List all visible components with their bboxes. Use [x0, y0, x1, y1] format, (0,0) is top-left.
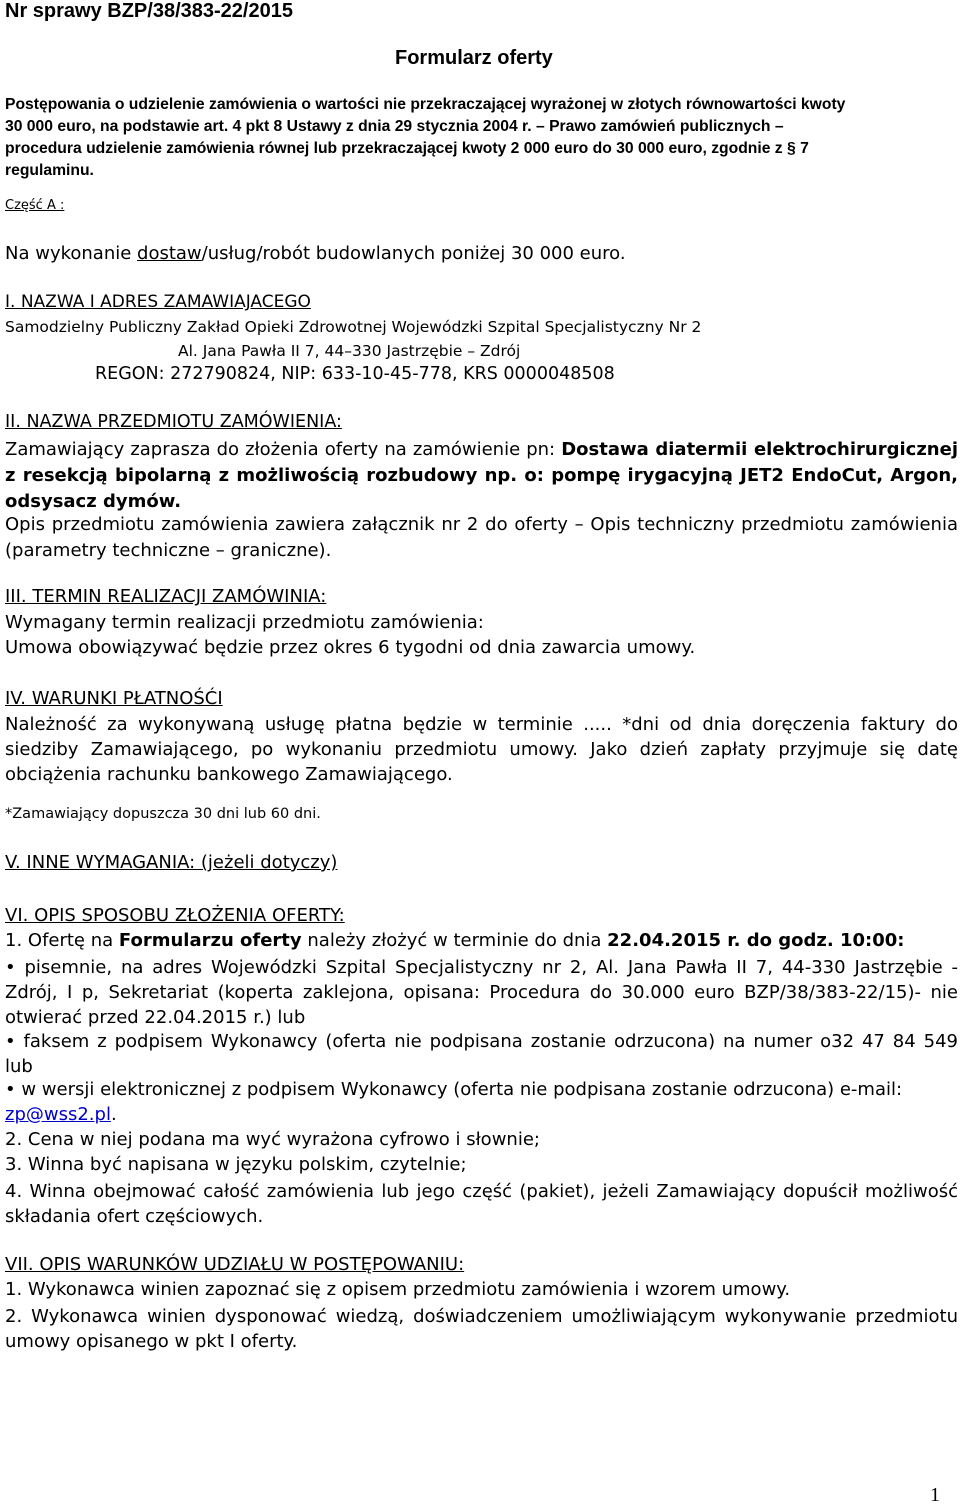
part-a-prefix: Na wykonanie [5, 243, 138, 264]
section4-para: Należność za wykonywaną usługę płatna będzie w terminie ..... *dni od dnia doręczenia faktury do siedziby Zamawiającego, po wykonaniu przedmiotu umowy. Jako dzień zapłaty przyjmuje się datę obciążenia rachunku bankowego Zamawiającego. [5, 714, 958, 785]
section2-para1-plain: Zamawiający zaprasza do złożenia oferty na zamówienie pn: [5, 439, 562, 460]
intro-line-1: Postępowania o udzielenie zamówienia o wartości nie przekraczającej wyrażonej w złotych równowartości kwoty [5, 96, 846, 113]
section6-bullet3: • w wersji elektronicznej z podpisem Wykonawcy (oferta nie podpisana zostanie odrzucona) e-mail: [5, 1079, 903, 1100]
section7-point1: 1. Wykonawca winien zapoznać się z opisem przedmiotu zamówienia i wzorem umowy. [5, 1279, 791, 1300]
section2-heading: II. NAZWA PRZEDMIOTU ZAMÓWIENIA: [5, 412, 342, 432]
email-link[interactable]: zp@wss2.pl [5, 1104, 111, 1125]
section4-heading: IV. WARUNKI PŁATNOŚĆI [5, 688, 223, 709]
intro-line-2: 30 000 euro, na podstawie art. 4 pkt 8 Ustawy z dnia 29 stycznia 2004 r. – Prawo zamówień publicznych – [5, 118, 784, 135]
section6-point2: 2. Cena w niej podana ma wyć wyrażona cyfrowo i słownie; [5, 1129, 540, 1150]
section1-ids: REGON: 272790824, NIP: 633-10-45-778, KRS 0000048508 [95, 364, 615, 384]
section1-address: Al. Jana Pawła II 7, 44–330 Jastrzębie – Zdrój [178, 342, 521, 360]
section2-para1 [5, 437, 958, 515]
page-number: 1 [930, 1484, 940, 1506]
intro-line-3: procedura udzielenie zamówienia równej lub przekraczającej kwoty 2 000 euro do 30 000 euro, zgodnie z § 7 [5, 140, 809, 157]
section2-para2: Opis przedmiotu zamówienia zawiera załącznik nr 2 do oferty – Opis techniczny przedmiotu zamówienia (parametry techniczne – graniczne). [5, 514, 958, 561]
section3-heading: III. TERMIN REALIZACJI ZAMÓWINIA: [5, 586, 327, 607]
section1-heading: I. NAZWA I ADRES ZAMAWIAJACEGO [5, 292, 311, 312]
section7-heading: VII. OPIS WARUNKÓW UDZIAŁU W POSTĘPOWANIU: [5, 1254, 465, 1275]
section6-p1-c: należy złożyć w terminie do dnia [301, 930, 608, 951]
section6-p1-d: 22.04.2015 r. do godz. 10:00: [607, 930, 905, 951]
section7-point2: 2. Wykonawca winien dysponować wiedzą, doświadczeniem umożliwiającym wykonywanie przedmiotu umowy opisanego w pkt I oferty. [5, 1306, 958, 1352]
part-a-line [5, 243, 626, 264]
section6-email-line [5, 1104, 117, 1125]
section6-bullet2: • faksem z podpisem Wykonawcy (oferta nie podpisana zostanie odrzucona) na numer o32 47 84 549 lub [5, 1031, 958, 1077]
section6-bullet1: • pisemnie, na adres Wojewódzki Szpital Specjalistyczny nr 2, Al. Jana Pawła II 7, 44-330 Jastrzębie - Zdrój, I p, Sekretariat (koperta zaklejona, opisana: Procedura do 30.000 euro BZP/38/383-22/15)- nie otwierać przed 22.04.2015 r.) lub [5, 957, 958, 1028]
section1-org: Samodzielny Publiczny Zakład Opieki Zdrowotnej Wojewódzki Szpital Specjalistyczny Nr 2 [5, 318, 702, 336]
part-a-suffix: /usług/robót budowlanych poniżej 30 000 euro. [201, 243, 626, 264]
intro-line-4: regulaminu. [5, 162, 94, 179]
section2-para1-bold: Dostawa diatermii elektrochirurgicznej z resekcją bipolarną z możliwością rozbudowy np. o: pompę irygacyjną JET2 EndoCut, Argon, odsysacz dymów. [5, 439, 958, 512]
section3-line2: Umowa obowiązywać będzie przez okres 6 tygodni od dnia zawarcia umowy. [5, 637, 696, 658]
section6-heading: VI. OPIS SPOSOBU ZŁOŻENIA OFERTY: [5, 905, 345, 926]
email-suffix: . [110, 1104, 117, 1125]
section6-p1-b: Formularzu oferty [118, 930, 302, 951]
section6-point1 [5, 930, 904, 951]
part-a-label: Część A : [5, 198, 65, 213]
section6-point3: 3. Winna być napisana w języku polskim, czytelnie; [5, 1154, 467, 1175]
section6-point4: 4. Winna obejmować całość zamówienia lub jego część (pakiet), jeżeli Zamawiający dopuścił możliwość składania ofert częściowych. [5, 1181, 958, 1227]
section4-footnote: *Zamawiający dopuszcza 30 dni lub 60 dni. [5, 806, 321, 822]
section3-line1: Wymagany termin realizacji przedmiotu zamówienia: [5, 612, 484, 633]
form-title: Formularz oferty [395, 47, 553, 69]
case-number: Nr sprawy BZP/38/383-22/2015 [5, 0, 293, 22]
part-a-underlined: dostaw [137, 243, 202, 264]
section6-p1-a: 1. Ofertę na [5, 930, 119, 951]
section5-heading: V. INNE WYMAGANIA: (jeżeli dotyczy) [5, 852, 338, 873]
